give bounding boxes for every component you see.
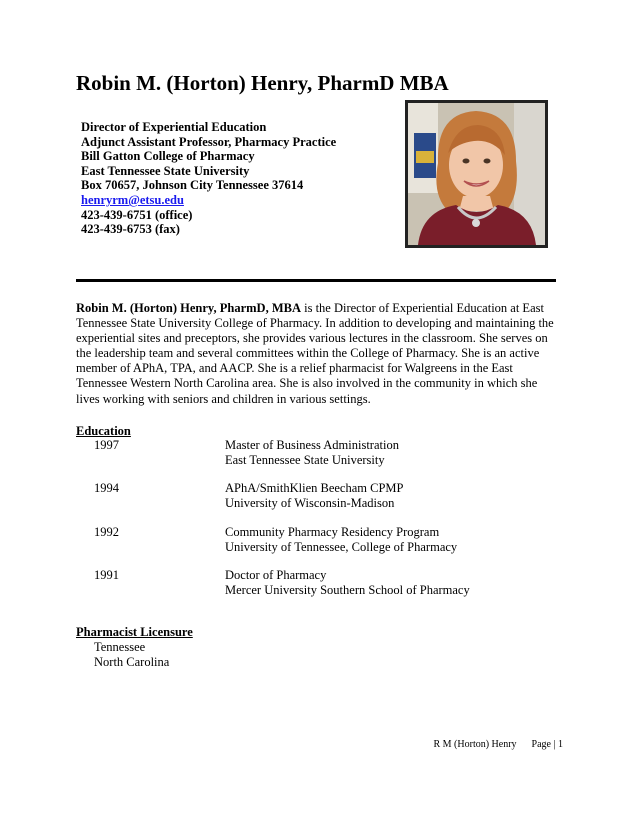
- education-degree: Community Pharmacy Residency Program: [225, 525, 440, 539]
- contact-block: [81, 120, 336, 237]
- education-year: 1991: [94, 568, 119, 582]
- contact-line-address: Box 70657, Johnson City Tennessee 37614: [81, 178, 304, 193]
- contact-line-title: Director of Experiential Education: [81, 120, 267, 134]
- education-school: University of Wisconsin-Madison: [225, 496, 395, 510]
- licensure-list: [94, 640, 169, 670]
- email-link[interactable]: henryrm@etsu.edu: [81, 192, 184, 207]
- footer-author: R M (Horton) Henry: [433, 739, 517, 750]
- license-state: North Carolina: [94, 655, 170, 669]
- horizontal-divider: [76, 279, 556, 282]
- education-detail: [225, 438, 399, 468]
- license-state: Tennessee: [94, 640, 146, 654]
- education-year: 1994: [94, 481, 119, 495]
- education-year: 1997: [94, 438, 119, 452]
- education-degree: Doctor of Pharmacy: [225, 568, 327, 582]
- education-detail: [225, 525, 457, 555]
- bio-lead: Robin M. (Horton) Henry, PharmD, MBA: [76, 301, 301, 315]
- contact-line-university: East Tennessee State University: [81, 163, 250, 178]
- licensure-heading: Pharmacist Licensure: [76, 625, 193, 639]
- bio-text: is the Director of Experiential Education at East Tennessee State University College of Pharmacy. In addition to developing and maintaining the experiential sites and preceptors, she provides various lectures in the classroom. She serves on the leadership team and several committees within the College of Pharmacy. She is an active member of APhA, TPA, and AACP. She is a relief pharmacist for Walgreens in the East Tennessee Western North Carolina area. She is also involved in the community in which she lives working with seniors and children in various settings.: [76, 301, 554, 406]
- portrait-illustration: [408, 103, 545, 245]
- document-title: Robin M. (Horton) Henry, PharmD MBA: [76, 71, 449, 95]
- education-school: Mercer University Southern School of Pharmacy: [225, 583, 470, 597]
- biography-paragraph: [76, 301, 560, 407]
- office-phone: 423-439-6751 (office): [81, 207, 193, 222]
- education-school: University of Tennessee, College of Pharmacy: [225, 540, 458, 554]
- page-footer: [434, 739, 564, 750]
- education-year: 1992: [94, 525, 119, 539]
- contact-line-college: Bill Gatton College of Pharmacy: [81, 149, 255, 164]
- footer-page-number: Page | 1: [531, 739, 563, 750]
- education-degree: Master of Business Administration: [225, 438, 399, 452]
- education-school: East Tennessee State University: [225, 453, 385, 467]
- education-detail: [225, 568, 470, 598]
- fax-number: 423-439-6753 (fax): [81, 222, 180, 237]
- profile-photo: [405, 100, 548, 248]
- education-degree: APhA/SmithKlien Beecham CPMP: [225, 481, 404, 495]
- contact-line-position: Adjunct Assistant Professor, Pharmacy Practice: [81, 134, 337, 149]
- education-detail: [225, 481, 403, 511]
- education-heading: Education: [76, 424, 131, 438]
